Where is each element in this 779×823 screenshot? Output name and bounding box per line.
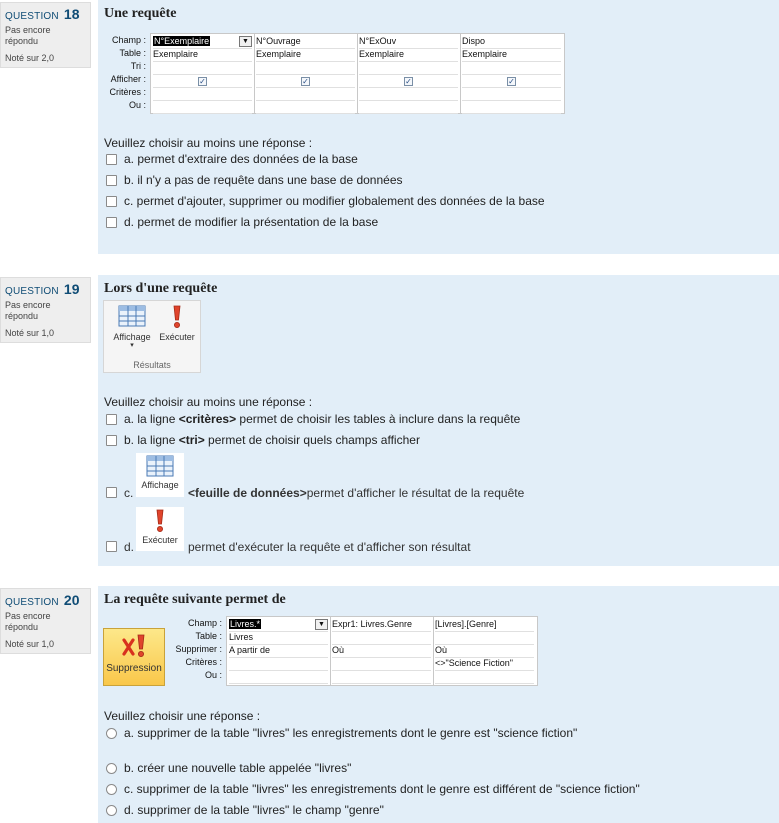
qbe-column bbox=[254, 34, 358, 113]
answer-prompt: Veuillez choisir au moins une réponse : bbox=[104, 395, 313, 409]
question-state: Pas encore répondu bbox=[5, 300, 51, 321]
answer-option-c[interactable] bbox=[106, 453, 706, 499]
question-state: Pas encore répondu bbox=[5, 611, 51, 632]
row-label-table: Table : bbox=[119, 48, 146, 58]
qbe-grid bbox=[166, 612, 541, 687]
question-number: QUESTION 20 bbox=[5, 592, 80, 608]
question-content-18 bbox=[98, 0, 779, 254]
row-label-champ: Champ : bbox=[187, 618, 222, 628]
radio-button[interactable] bbox=[106, 784, 117, 795]
field-cell: Dispo bbox=[462, 35, 561, 49]
qbe-grid bbox=[102, 33, 567, 115]
answer-text: permet de choisir quels champs afficher bbox=[204, 433, 420, 447]
answer-option-b[interactable] bbox=[106, 433, 420, 447]
answer-option-a[interactable] bbox=[106, 152, 358, 166]
answer-text: permet d'afficher le résultat de la requête bbox=[306, 486, 525, 500]
answer-prefix: b. la ligne bbox=[124, 433, 179, 447]
qbe-column bbox=[330, 617, 434, 685]
answer-option-d[interactable] bbox=[106, 803, 384, 817]
criteria-cell bbox=[153, 87, 252, 101]
checkbox[interactable] bbox=[106, 414, 117, 425]
row-label-supprimer: Supprimer : bbox=[175, 644, 222, 654]
chevron-down-icon[interactable]: ▼ bbox=[239, 36, 252, 47]
checkbox[interactable] bbox=[106, 175, 117, 186]
ribbon-group-label: Résultats bbox=[133, 360, 171, 370]
question-20 bbox=[0, 586, 779, 823]
question-info-19 bbox=[0, 277, 91, 343]
qbe-columns bbox=[226, 616, 538, 686]
answer-option-b[interactable] bbox=[106, 173, 403, 187]
field-cell: Expr1: Livres.Genre bbox=[332, 618, 431, 632]
qbe-column bbox=[460, 34, 563, 113]
executer-button[interactable] bbox=[156, 305, 198, 342]
checkbox-checked-icon[interactable]: ✓ bbox=[508, 77, 515, 86]
qbe-column bbox=[151, 34, 255, 113]
delete-query-icon bbox=[120, 633, 150, 661]
show-cell bbox=[256, 74, 355, 88]
sort-cell bbox=[359, 61, 458, 75]
caret-down-icon: ▾ bbox=[130, 342, 134, 349]
answer-label: d. permet de modifier la présentation de la base bbox=[124, 215, 379, 229]
datasheet-icon bbox=[118, 305, 146, 327]
answer-label: c. permet d'ajouter, supprimer ou modifier globalement des données de la base bbox=[124, 194, 545, 208]
answer-option-a[interactable] bbox=[106, 412, 520, 426]
answer-keyword: <critères> bbox=[178, 412, 237, 426]
delete-cell: Où bbox=[332, 644, 431, 658]
qbe-column bbox=[433, 617, 536, 685]
answer-prefix: d. bbox=[124, 540, 135, 554]
field-cell: N°ExOuv bbox=[359, 35, 458, 49]
criteria-cell bbox=[256, 87, 355, 101]
or-cell bbox=[256, 100, 355, 114]
question-title: La requête suivante permet de bbox=[104, 592, 286, 607]
or-cell bbox=[332, 670, 431, 684]
checkbox[interactable] bbox=[106, 541, 117, 552]
field-cell[interactable]: Livres.* ▼ bbox=[229, 618, 328, 632]
radio-button[interactable] bbox=[106, 763, 117, 774]
table-cell bbox=[332, 631, 431, 645]
affichage-button[interactable] bbox=[108, 305, 156, 350]
checkbox[interactable] bbox=[106, 196, 117, 207]
checkbox-checked-icon[interactable]: ✓ bbox=[199, 77, 206, 86]
criteria-cell bbox=[359, 87, 458, 101]
row-label-criteres: Critères : bbox=[109, 87, 146, 97]
or-cell bbox=[462, 100, 561, 114]
answer-option-d[interactable] bbox=[106, 507, 706, 553]
or-cell bbox=[153, 100, 252, 114]
table-cell: Exemplaire bbox=[153, 48, 252, 62]
affichage-label: Affichage bbox=[113, 332, 151, 342]
checkbox-checked-icon[interactable]: ✓ bbox=[405, 77, 412, 86]
question-title: Lors d'une requête bbox=[104, 281, 218, 296]
answer-prefix: c. bbox=[124, 486, 134, 500]
row-label-ou: Ou : bbox=[128, 100, 146, 110]
answer-option-a[interactable] bbox=[106, 726, 577, 740]
qbe-column bbox=[227, 617, 331, 685]
delete-cell: Où bbox=[435, 644, 534, 658]
chevron-down-icon[interactable]: ▼ bbox=[315, 619, 328, 630]
answer-prefix: a. la ligne bbox=[124, 412, 179, 426]
field-cell: [Livres].[Genre] bbox=[435, 618, 534, 632]
answer-label: b. il n'y a pas de requête dans une base de données bbox=[124, 173, 403, 187]
row-label-criteres: Critères : bbox=[185, 657, 222, 667]
criteria-cell bbox=[462, 87, 561, 101]
question-state: Pas encore répondu bbox=[5, 25, 51, 46]
ribbon-results-group bbox=[103, 300, 201, 373]
question-number: QUESTION 19 bbox=[5, 281, 80, 297]
affichage-inline-image bbox=[136, 453, 184, 497]
answer-label: a. supprimer de la table "livres" les enregistrements dont le genre est "science fiction" bbox=[124, 726, 578, 740]
exclamation-icon bbox=[170, 305, 184, 329]
answer-label: c. supprimer de la table "livres" les enregistrements dont le genre est différent de "science fiction" bbox=[124, 782, 640, 796]
show-cell bbox=[153, 74, 252, 88]
question-title: Une requête bbox=[104, 6, 177, 21]
table-cell: Livres bbox=[229, 631, 328, 645]
question-19 bbox=[0, 275, 779, 566]
row-label-ou: Ou : bbox=[204, 670, 222, 680]
criteria-cell bbox=[332, 657, 431, 671]
delete-cell: A partir de bbox=[229, 644, 328, 658]
criteria-cell bbox=[229, 657, 328, 671]
exclamation-icon bbox=[153, 509, 167, 533]
checkbox[interactable] bbox=[106, 435, 117, 446]
question-18 bbox=[0, 0, 779, 254]
executer-inline-image bbox=[136, 507, 184, 551]
answer-keyword: <feuille de données> bbox=[188, 486, 307, 500]
qbe-column bbox=[357, 34, 461, 113]
checkbox-checked-icon[interactable]: ✓ bbox=[302, 77, 309, 86]
answer-label: a. permet d'extraire des données de la base bbox=[124, 152, 358, 166]
answer-label: b. créer une nouvelle table appelée "livres" bbox=[124, 761, 352, 775]
question-grade: Noté sur 1,0 bbox=[5, 328, 55, 338]
answer-prompt: Veuillez choisir une réponse : bbox=[104, 709, 261, 723]
field-cell: N°Ouvrage bbox=[256, 35, 355, 49]
table-cell bbox=[435, 631, 534, 645]
datasheet-icon bbox=[146, 455, 174, 477]
executer-label: Exécuter bbox=[142, 535, 178, 545]
answer-keyword: <tri> bbox=[178, 433, 205, 447]
answer-label: d. supprimer de la table "livres" le champ "genre" bbox=[124, 803, 384, 817]
suppression-button[interactable] bbox=[103, 628, 165, 686]
table-cell: Exemplaire bbox=[256, 48, 355, 62]
table-cell: Exemplaire bbox=[359, 48, 458, 62]
affichage-label: Affichage bbox=[141, 480, 179, 490]
question-content-19 bbox=[98, 275, 779, 566]
criteria-cell: <>"Science Fiction" bbox=[435, 657, 534, 671]
row-label-afficher: Afficher : bbox=[110, 74, 146, 84]
answer-text: permet d'exécuter la requête et d'afficher son résultat bbox=[188, 540, 471, 554]
show-cell bbox=[462, 74, 561, 88]
or-cell bbox=[359, 100, 458, 114]
answer-text: permet de choisir les tables à inclure dans la requête bbox=[236, 412, 521, 426]
question-info-20 bbox=[0, 588, 91, 654]
answer-text bbox=[188, 486, 524, 500]
row-label-table: Table : bbox=[195, 631, 222, 641]
answer-option-d[interactable] bbox=[106, 215, 378, 229]
sort-cell bbox=[256, 61, 355, 75]
suppression-label: Suppression bbox=[106, 663, 162, 674]
answer-option-c[interactable] bbox=[106, 782, 640, 796]
radio-button[interactable] bbox=[106, 728, 117, 739]
checkbox[interactable] bbox=[106, 154, 117, 165]
executer-label: Exécuter bbox=[159, 332, 195, 342]
checkbox[interactable] bbox=[106, 217, 117, 228]
radio-button[interactable] bbox=[106, 805, 117, 816]
answer-option-b[interactable] bbox=[106, 761, 351, 775]
field-cell[interactable]: N°Exemplaire ▼ bbox=[153, 35, 252, 49]
question-grade: Noté sur 2,0 bbox=[5, 53, 55, 63]
sort-cell bbox=[153, 61, 252, 75]
or-cell bbox=[229, 670, 328, 684]
or-cell bbox=[435, 670, 534, 684]
answer-option-c[interactable] bbox=[106, 194, 545, 208]
show-cell bbox=[359, 74, 458, 88]
question-grade: Noté sur 1,0 bbox=[5, 639, 55, 649]
row-label-tri: Tri : bbox=[130, 61, 146, 71]
table-cell: Exemplaire bbox=[462, 48, 561, 62]
question-number: QUESTION 18 bbox=[5, 6, 80, 22]
sort-cell bbox=[462, 61, 561, 75]
answer-prompt: Veuillez choisir au moins une réponse : bbox=[104, 136, 313, 150]
qbe-columns bbox=[150, 33, 565, 114]
checkbox[interactable] bbox=[106, 487, 117, 498]
question-content-20 bbox=[98, 586, 779, 823]
row-label-champ: Champ : bbox=[111, 35, 146, 45]
question-info-18 bbox=[0, 2, 91, 68]
